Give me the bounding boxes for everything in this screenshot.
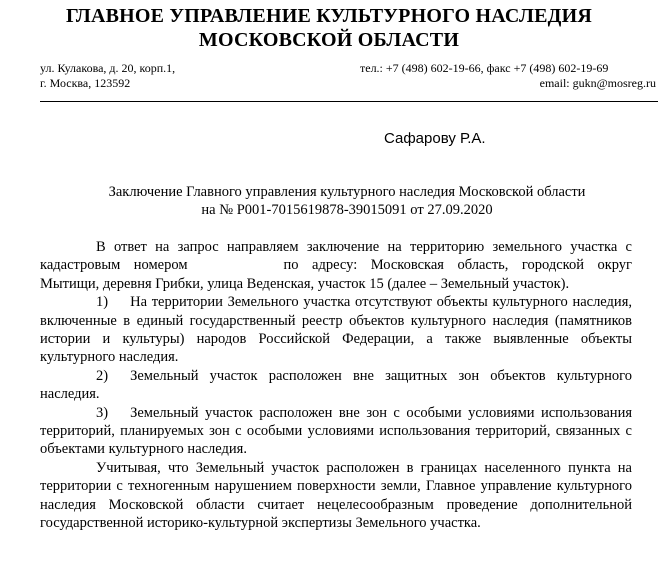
phone-fax: тел.: +7 (498) 602-19-66, факс +7 (498) 602-19-69 bbox=[360, 61, 609, 75]
item-3-text: Земельный участок расположен вне зон с особыми условиями использования территорий, планируемых зон с особыми условиями использования территорий, связанных с объектами культурного наследия. bbox=[40, 404, 632, 458]
item-2-text: Земельный участок расположен вне защитных зон объектов культурного наследия. bbox=[40, 367, 632, 403]
document-subject bbox=[40, 183, 654, 219]
intro-text-b: по адресу: Московская область, городской округ Мытищи, деревня Грибки, улица Веденская, участок 15 (далее – Земельный участок). bbox=[40, 257, 632, 292]
item-2-number: 2) bbox=[96, 367, 109, 384]
item-1-number: 1) bbox=[96, 294, 109, 311]
item-3-paragraph bbox=[40, 404, 632, 459]
address-line2: г. Москва, 123592 bbox=[40, 76, 131, 90]
header-divider bbox=[40, 101, 658, 102]
item-2-paragraph bbox=[40, 367, 632, 404]
conclusion-paragraph: Учитывая, что Земельный участок расположен в границах населенного пункта на территории с техногенным нарушением поверхности земли, Главное управление культурного наследия Московской области считает нецелесообразным проведение дополнительной государственной историко-культурной экспертизы Земельного участка. bbox=[40, 459, 632, 532]
organization-title-line2: МОСКОВСКОЙ ОБЛАСТИ bbox=[198, 29, 460, 51]
intro-paragraph bbox=[40, 238, 632, 293]
email-address: email: gukn@mosreg.ru bbox=[539, 76, 656, 90]
document-body bbox=[40, 238, 632, 533]
intro-text-a: В ответ на запрос направляем заключение на территорию земельного участка с кадастровым номером bbox=[40, 239, 632, 274]
organization-title-line1: ГЛАВНОЕ УПРАВЛЕНИЕ КУЛЬТУРНОГО НАСЛЕДИЯ bbox=[65, 5, 593, 27]
item-1-text: На территории Земельного участка отсутствуют объекты культурного наследия, включенные в единый государственный реестр объектов культурного наследия (памятников истории и культуры) народов Российской Федерации, а также выявленные объекты культурного наследия. bbox=[40, 294, 632, 366]
item-1-paragraph bbox=[40, 293, 632, 367]
organization-address bbox=[40, 61, 175, 91]
subject-line2: на № Р001-7015619878-39015091 от 27.09.2020 bbox=[201, 202, 493, 218]
organization-title bbox=[0, 4, 658, 52]
organization-contacts bbox=[360, 61, 656, 91]
subject-line1: Заключение Главного управления культурного наследия Московской области bbox=[108, 184, 586, 200]
item-3-number: 3) bbox=[96, 404, 109, 421]
addressee: Сафарову Р.А. bbox=[384, 130, 486, 147]
address-line1: ул. Кулакова, д. 20, корп.1, bbox=[40, 61, 176, 75]
